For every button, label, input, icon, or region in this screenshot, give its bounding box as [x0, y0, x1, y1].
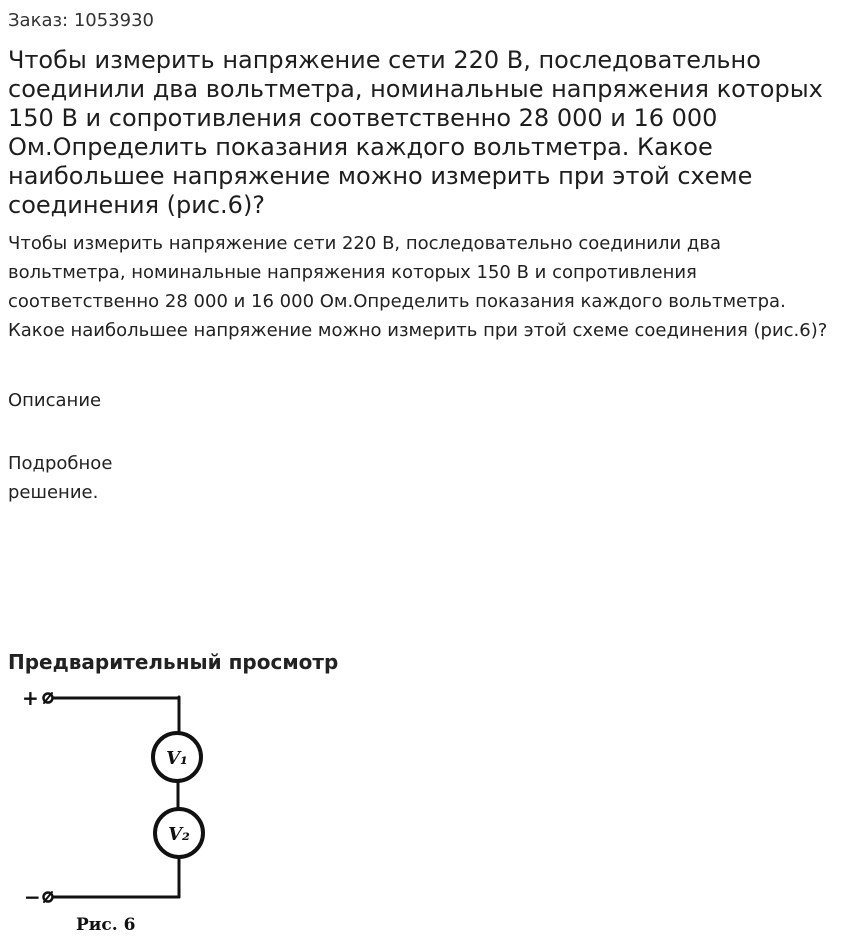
- circuit-figure: [14, 688, 224, 940]
- circuit-diagram: [14, 688, 224, 940]
- description-label: Описание: [8, 390, 102, 411]
- figure-caption: Рис. 6: [76, 915, 136, 935]
- solution-text: Подробное решение.: [8, 453, 113, 503]
- voltmeter-1-label: V₁: [166, 748, 188, 769]
- preview-heading: Предварительный просмотр: [8, 650, 339, 674]
- order-number: Заказ: 1053930: [8, 10, 154, 31]
- task-description: Чтобы измерить напряжение сети 220 В, последовательно соединили два вольтметра, номинальные напряжения которых 150 В и сопротивления соответственно 28 000 и 16 000 Ом.Определить показания каждого вольтметра. Какое наибольшее напряжение можно измерить при этой схеме соединения (рис.6)?: [8, 233, 828, 341]
- terminal-plus-label: +: [22, 688, 39, 710]
- task-title: Чтобы измерить напряжение сети 220 В, последовательно соединили два вольтметра, номинальные напряжения которых 150 В и сопротивления соответственно 28 000 и 16 000 Ом.Определить показания каждого вольтметра. Какое наибольшее напряжение можно измерить при этой схеме соединения (рис.6)?: [8, 46, 823, 219]
- voltmeter-2-label: V₂: [168, 824, 190, 845]
- terminal-minus-label: −: [24, 885, 41, 909]
